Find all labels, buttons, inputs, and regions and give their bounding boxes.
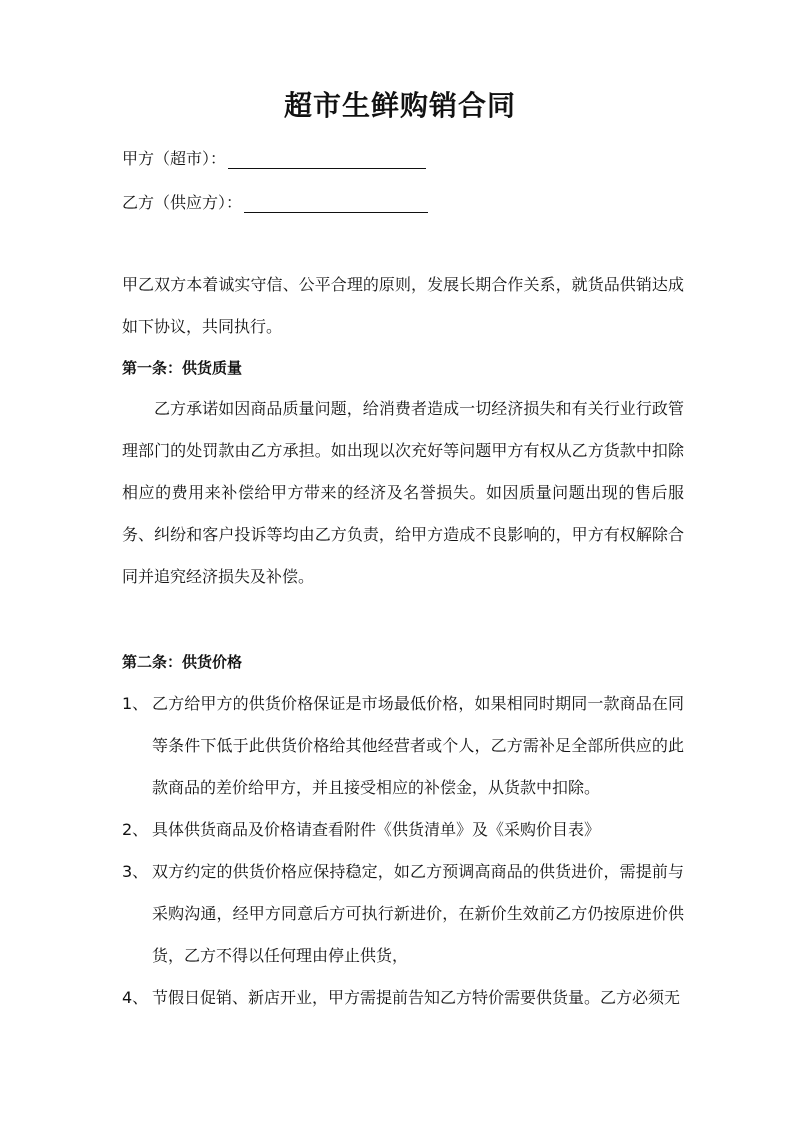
- article-2-item: [122, 809, 684, 851]
- item-text: 乙方给甲方的供货价格保证是市场最低价格，如果相同时期同一款商品在同等条件下低于此供货价格给其他经营者或个人，乙方需补足全部所供应的此款商品的差价给甲方，并且接受相应的补偿金，从货款中扣除。: [152, 694, 684, 797]
- article-2-item: [122, 851, 684, 977]
- item-text: 具体供货商品及价格请查看附件《供货清单》及《采购价目表》: [152, 820, 601, 839]
- item-number: 4、: [122, 988, 149, 1007]
- item-number: 1、: [122, 694, 149, 713]
- article-2-item: [122, 683, 684, 809]
- party-a-line: [122, 146, 426, 169]
- document-title: 超市生鲜购销合同: [283, 89, 516, 122]
- item-number: 2、: [122, 820, 149, 839]
- party-a-label: 甲方（超市）：: [122, 149, 227, 168]
- item-text: 节假日促销、新店开业，甲方需提前告知乙方特价需要供货量。乙方必须无: [152, 988, 681, 1007]
- article-1-heading: 第一条：供货质量: [122, 359, 243, 377]
- party-b-line: [122, 190, 428, 213]
- party-a-blank[interactable]: [228, 150, 426, 169]
- intro-paragraph: 甲乙双方本着诚实守信、公平合理的原则，发展长期合作关系，就货品供销达成如下协议，共同执行。: [122, 275, 684, 336]
- article-2-item: [122, 977, 684, 1019]
- item-text: 双方约定的供货价格应保持稳定，如乙方预调高商品的供货进价，需提前与采购沟通，经甲方同意后方可执行新进价，在新价生效前乙方仍按原进价供货，乙方不得以任何理由停止供货，: [152, 862, 684, 965]
- party-b-blank[interactable]: [244, 194, 428, 213]
- item-number: 3、: [122, 862, 149, 881]
- article-2-heading: 第二条：供货价格: [122, 653, 243, 671]
- article-1-body: 乙方承诺如因商品质量问题，给消费者造成一切经济损失和有关行业行政管理部门的处罚款由乙方承担。如出现以次充好等问题甲方有权从乙方货款中扣除相应的费用来补偿给甲方带来的经济及名誉损失。如因质量问题出现的售后服务、纠纷和客户投诉等均由乙方负责，给甲方造成不良影响的，甲方有权解除合同并追究经济损失及补偿。: [122, 399, 684, 586]
- party-b-label: 乙方（供应方）：: [122, 193, 243, 212]
